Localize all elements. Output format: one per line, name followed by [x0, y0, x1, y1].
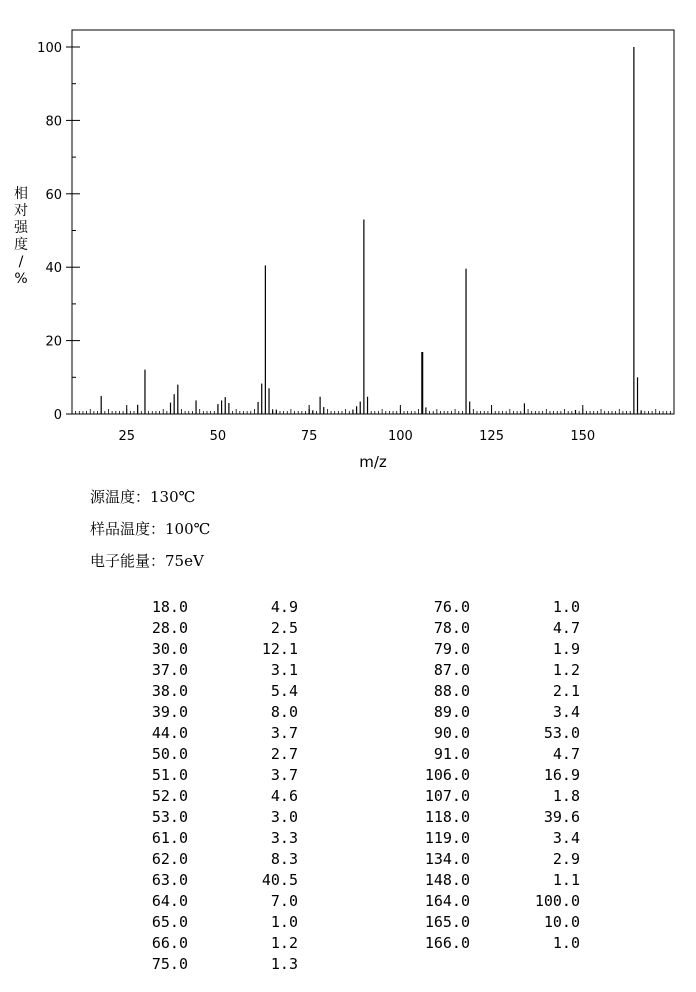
mz-cell: 65.0 [151, 913, 188, 931]
mz-cell: 30.0 [151, 640, 188, 658]
table-row [140, 618, 298, 639]
intensity-cell: 1.2 [270, 934, 298, 952]
y-tick-label: 80 [45, 114, 62, 130]
table-row [140, 891, 298, 912]
table-row [140, 681, 298, 702]
mz-cell: 89.0 [433, 703, 470, 721]
mz-cell: 107.0 [424, 787, 470, 805]
peak-table-right [410, 597, 580, 954]
mz-cell: 75.0 [151, 955, 188, 973]
y-tick-label: 40 [45, 261, 62, 277]
intensity-cell: 3.4 [552, 829, 580, 847]
intensity-cell: 1.0 [552, 934, 580, 952]
table-row [410, 807, 580, 828]
table-row [140, 870, 298, 891]
table-row [410, 786, 580, 807]
intensity-cell: 2.9 [552, 850, 580, 868]
table-row [140, 597, 298, 618]
mz-cell: 78.0 [433, 619, 470, 637]
sample-temperature: 样品温度：100℃ [90, 520, 211, 538]
mz-cell: 118.0 [424, 808, 470, 826]
table-row [140, 723, 298, 744]
x-axis-title: m/z [359, 453, 387, 471]
mz-cell: 18.0 [151, 598, 188, 616]
y-axis-title-char: 度 [14, 237, 28, 253]
table-row [140, 807, 298, 828]
table-row [410, 597, 580, 618]
table-row [140, 849, 298, 870]
table-row [410, 765, 580, 786]
table-row [410, 702, 580, 723]
table-row [410, 744, 580, 765]
table-row [410, 681, 580, 702]
intensity-cell: 1.8 [552, 787, 580, 805]
intensity-cell: 12.1 [261, 640, 298, 658]
mz-cell: 64.0 [151, 892, 188, 910]
x-tick-label: 100 [387, 429, 413, 444]
intensity-cell: 2.1 [552, 682, 580, 700]
y-axis-title-char: 对 [14, 203, 28, 219]
intensity-cell: 39.6 [543, 808, 580, 826]
mz-cell: 28.0 [151, 619, 188, 637]
intensity-cell: 2.7 [270, 745, 298, 763]
intensity-cell: 1.2 [552, 661, 580, 679]
mz-cell: 134.0 [424, 850, 470, 868]
intensity-cell: 3.0 [270, 808, 298, 826]
table-row [410, 828, 580, 849]
y-axis-title-char: 相 [14, 186, 28, 202]
mz-cell: 76.0 [433, 598, 470, 616]
mz-cell: 164.0 [424, 892, 470, 910]
intensity-cell: 3.4 [552, 703, 580, 721]
table-row [410, 660, 580, 681]
table-row [410, 639, 580, 660]
table-row [140, 660, 298, 681]
y-axis-title-char: % [14, 271, 28, 287]
y-axis-ticks [37, 41, 80, 423]
mz-cell: 39.0 [151, 703, 188, 721]
intensity-cell: 1.1 [552, 871, 580, 889]
table-row [140, 702, 298, 723]
intensity-cell: 3.7 [270, 724, 298, 742]
mz-cell: 62.0 [151, 850, 188, 868]
intensity-cell: 1.0 [270, 913, 298, 931]
table-row [140, 954, 298, 975]
intensity-cell: 1.9 [552, 640, 580, 658]
y-axis-title [14, 185, 29, 287]
intensity-cell: 4.6 [270, 787, 298, 805]
y-axis-title-char: 强 [14, 220, 28, 236]
intensity-cell: 3.1 [270, 661, 298, 679]
intensity-cell: 16.9 [543, 766, 580, 784]
table-row [410, 912, 580, 933]
x-tick-label: 125 [479, 429, 504, 444]
plot-frame [72, 30, 674, 414]
mz-cell: 51.0 [151, 766, 188, 784]
intensity-cell: 53.0 [543, 724, 580, 742]
intensity-cell: 8.3 [270, 850, 298, 868]
mz-cell: 52.0 [151, 787, 188, 805]
mz-cell: 79.0 [433, 640, 470, 658]
intensity-cell: 4.7 [552, 619, 580, 637]
mz-cell: 63.0 [151, 871, 188, 889]
intensity-cell: 4.9 [270, 598, 298, 616]
mz-cell: 66.0 [151, 934, 188, 952]
x-tick-label: 75 [300, 429, 318, 444]
mz-cell: 165.0 [424, 913, 470, 931]
source-temperature: 源温度：130℃ [90, 488, 196, 506]
table-row [140, 828, 298, 849]
intensity-cell: 4.7 [552, 745, 580, 763]
y-tick-label: 100 [37, 41, 62, 56]
intensity-cell: 3.3 [270, 829, 298, 847]
mz-cell: 37.0 [151, 661, 188, 679]
table-row [410, 933, 580, 954]
table-row [140, 744, 298, 765]
mz-cell: 106.0 [424, 766, 470, 784]
mass-spectrum-chart [0, 0, 696, 480]
intensity-cell: 5.4 [270, 682, 298, 700]
mz-cell: 90.0 [433, 724, 470, 742]
mz-cell: 50.0 [151, 745, 188, 763]
table-row [140, 639, 298, 660]
table-row [410, 849, 580, 870]
peak-table-left [140, 597, 298, 975]
mz-cell: 119.0 [424, 829, 470, 847]
intensity-cell: 100.0 [534, 892, 580, 910]
intensity-cell: 1.3 [270, 955, 298, 973]
mz-cell: 44.0 [151, 724, 188, 742]
table-row [140, 933, 298, 954]
table-row [410, 870, 580, 891]
table-row [410, 618, 580, 639]
intensity-cell: 8.0 [270, 703, 298, 721]
mz-cell: 61.0 [151, 829, 188, 847]
intensity-cell: 2.5 [270, 619, 298, 637]
mz-cell: 88.0 [433, 682, 470, 700]
x-minor-ticks [76, 409, 671, 414]
table-row [140, 912, 298, 933]
table-row [140, 765, 298, 786]
mz-cell: 53.0 [151, 808, 188, 826]
y-axis-title-char: / [18, 254, 24, 270]
x-tick-label: 25 [118, 429, 136, 444]
intensity-cell: 7.0 [270, 892, 298, 910]
intensity-cell: 10.0 [543, 913, 580, 931]
y-tick-label: 0 [53, 408, 62, 423]
mz-cell: 166.0 [424, 934, 470, 952]
intensity-cell: 3.7 [270, 766, 298, 784]
intensity-cell: 40.5 [261, 871, 298, 889]
table-row [410, 891, 580, 912]
mz-cell: 148.0 [424, 871, 470, 889]
intensity-cell: 1.0 [552, 598, 580, 616]
table-row [140, 786, 298, 807]
y-tick-label: 60 [45, 187, 62, 203]
x-tick-label: 150 [570, 429, 596, 444]
mz-cell: 91.0 [433, 745, 470, 763]
mz-cell: 87.0 [433, 661, 470, 679]
spectrum-peaks [101, 47, 641, 414]
mz-cell: 38.0 [151, 682, 188, 700]
x-tick-label: 50 [209, 429, 227, 444]
table-row [410, 723, 580, 744]
y-tick-label: 20 [45, 334, 62, 350]
electron-energy: 电子能量：75eV [90, 552, 204, 570]
